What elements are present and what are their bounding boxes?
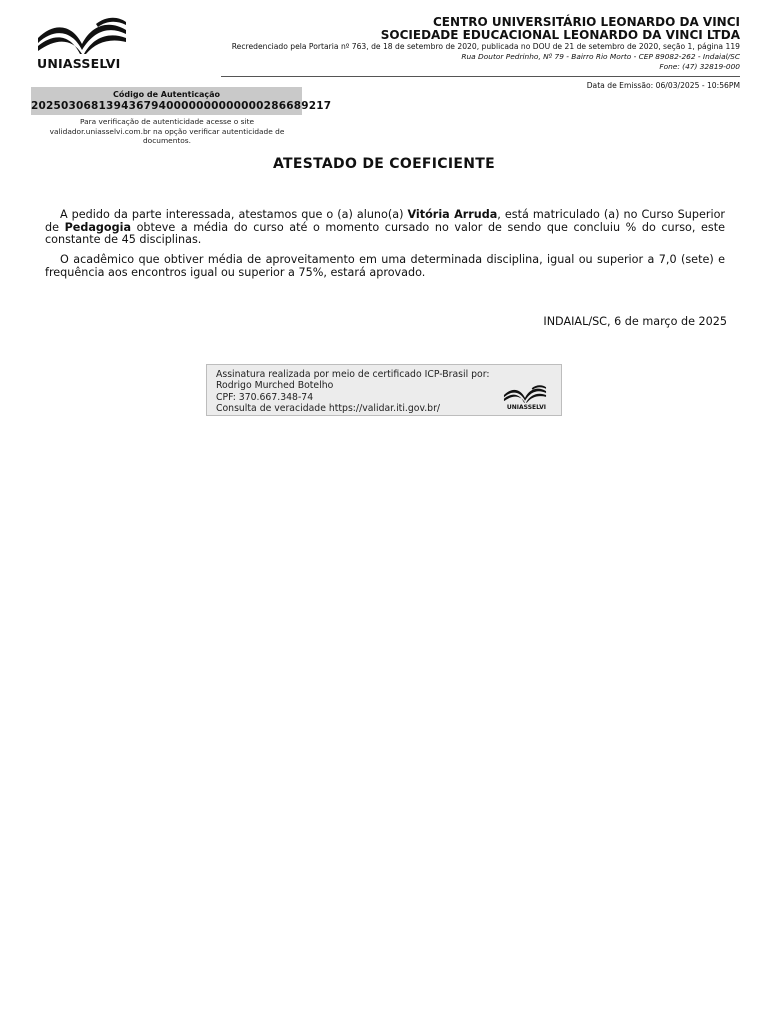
company-name: SOCIEDADE EDUCACIONAL LEONARDO DA VINCI LTDA [380,28,740,42]
auth-note: Para verificação de autenticidade acesse o site validador.uniasselvi.com.br na opção verificar autenticidade de documentos. [49,117,285,146]
header-divider [221,76,740,77]
paragraph-1 [45,209,725,247]
signature-verify-url: Consulta de veracidade https://validar.iti.gov.br/ [216,403,441,415]
course-name: Pedagogia [64,220,131,234]
student-name: Vitória Arruda [407,208,498,221]
p1-text-a: A pedido da parte interessada, atestamos que o (a) aluno(a) [60,208,408,221]
auth-code-box [31,87,332,115]
document-title: ATESTADO DE COEFICIENTE [273,156,495,172]
place-date: INDAIAL/SC, 6 de março de 2025 [543,315,727,328]
p1-text-b: , está matriculado (a) no Curso Superior de [45,208,726,234]
auth-code-label: Código de Autenticação [113,90,220,99]
emission-date: Data de Emissão: 06/03/2025 - 10:56PM [586,81,740,90]
institution-name: CENTRO UNIVERSITÁRIO LEONARDO DA VINCI [432,15,740,29]
book-wings-icon [36,16,128,56]
phone-text: Fone: (47) 3281​9-000 [659,61,740,71]
address-text: Rua Doutor Pedrinho, Nº 79 - Bairro Rio Morto - CEP 89082-262 - Indaial/SC [461,52,740,61]
signature-text [216,369,490,415]
signature-logo-text: UNIASSELVI [506,404,546,411]
signature-cpf: CPF: 370.667.348-74 [216,391,314,403]
paragraph-2: O acadêmico que obtiver média de aproveitamento em uma determinada disciplina, igual ou superior a 7,0 (sete) e frequência aos encontros igual ou superior a 75%, estará aprovado. [45,253,725,279]
logo-text: UNIASSELVI [37,56,121,71]
signature-name: Rodrigo Murched Botelho [216,380,334,392]
digital-signature-box [206,364,562,416]
p1-text-c: obteve a média do curso até o momento cursado no valor de sendo que concluiu % do curso, este constante de 45 disciplinas. [45,220,725,247]
signature-line-1: Assinatura realizada por meio de certificado ICP-Brasil por: [216,369,490,380]
auth-code-value: 2025030681394367940000000000000286689217 [31,100,332,112]
accreditation-text: Recredenciado pela Portaria nº 763, de 18 de setembro de 2020, publicada no DOU de 21 de setembro de 2020, seção 1, página 119 [231,42,740,51]
book-wings-icon [503,384,547,404]
